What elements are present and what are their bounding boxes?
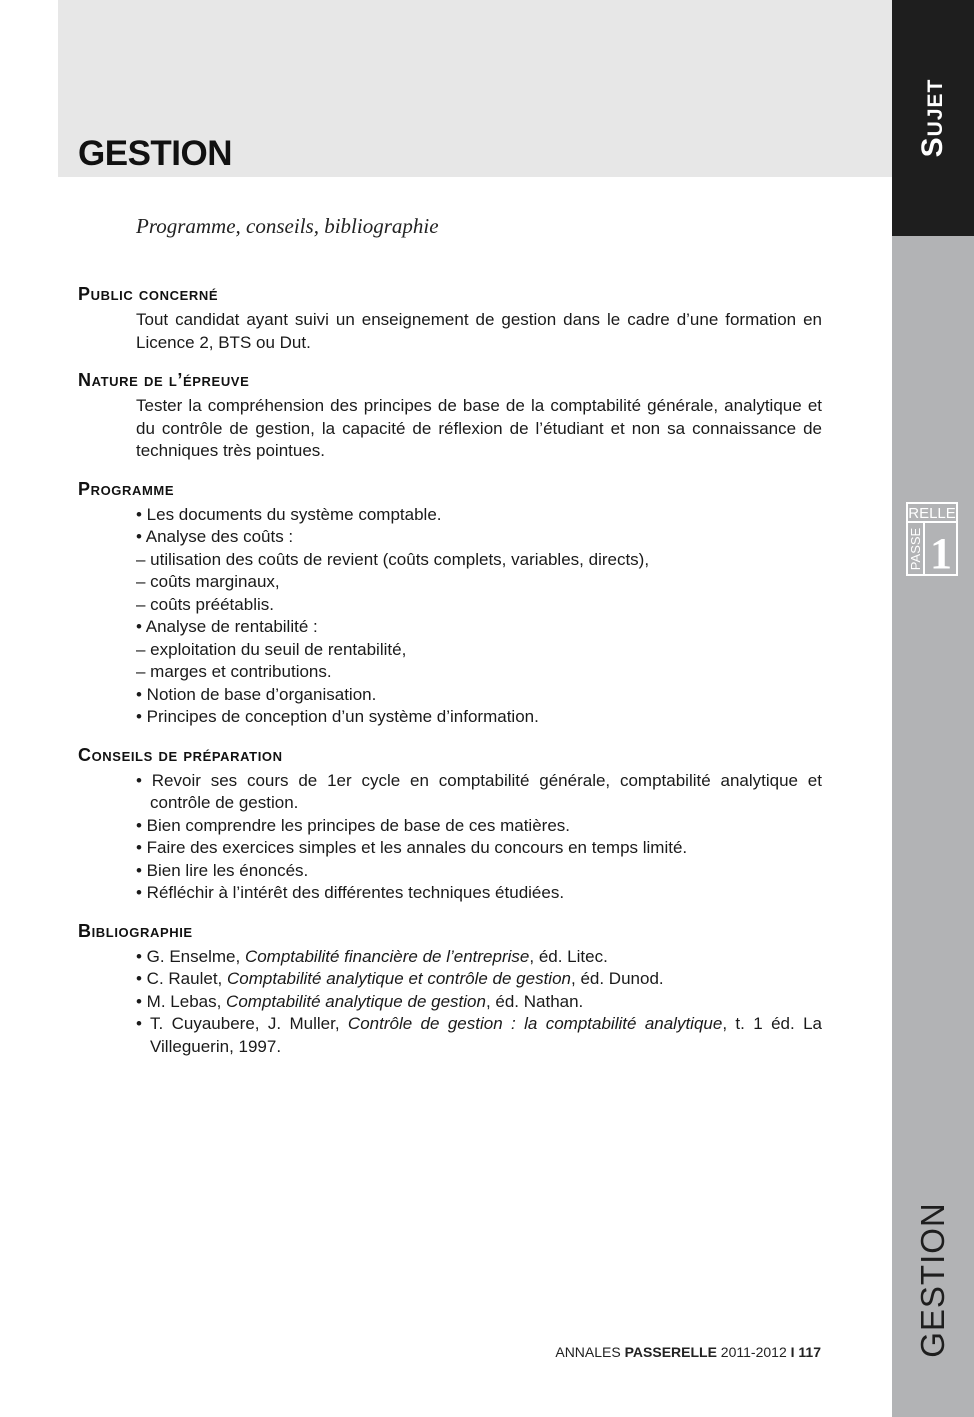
section-heading: Programme xyxy=(78,478,175,499)
list-item: • Analyse de rentabilité : xyxy=(136,617,318,636)
list-item: • M. Lebas, Comptabilité analytique de gestion, éd. Nathan. xyxy=(136,991,584,1011)
list-item: – marges et contributions. xyxy=(136,662,332,681)
section-heading: Bibliographie xyxy=(78,920,193,941)
footer-separator: I xyxy=(790,1344,795,1360)
section-heading: Nature de l’épreuve xyxy=(78,370,250,390)
conseils-list xyxy=(136,770,822,905)
section-body: Tout candidat ayant suivi un enseignement de gestion dans le cadre d’une formation en Licence 2, BTS ou Dut. xyxy=(136,310,822,352)
programme-list xyxy=(136,504,822,729)
list-item: • Principes de conception d’un système d’information. xyxy=(136,707,539,726)
bibliographie-list xyxy=(136,946,822,1059)
logo-side-text: PASSE xyxy=(908,527,923,571)
book-title: Comptabilité analytique et contrôle de gestion xyxy=(227,969,571,988)
list-item: • Réfléchir à l’intérêt des différentes techniques étudiées. xyxy=(136,883,565,902)
footer-brand: PASSERELLE xyxy=(624,1344,717,1360)
list-item: • Bien lire les énoncés. xyxy=(136,860,309,880)
list-item: – coûts marginaux, xyxy=(136,572,280,591)
subtitle: Programme, conseils, bibliographie xyxy=(136,214,439,238)
content xyxy=(78,284,822,1058)
page-title: GESTION xyxy=(78,134,233,173)
section-public xyxy=(78,284,822,354)
list-item: – coûts préétablis. xyxy=(136,594,274,614)
list-item: • Analyse des coûts : xyxy=(136,527,294,546)
list-item: • Les documents du système comptable. xyxy=(136,504,442,524)
section-conseils xyxy=(78,745,822,905)
list-item: • Bien comprendre les principes de base de ces matières. xyxy=(136,815,571,835)
section-body: Tester la compréhension des principes de base de la comptabilité générale, analytique et du contrôle de gestion, la capacité de réflexion de l’étudiant et non sa connaissance de techniques très pointues. xyxy=(136,396,822,460)
list-item: • G. Enselme, Comptabilité financière de l’entreprise, éd. Litec. xyxy=(136,946,608,966)
section-heading: Conseils de préparation xyxy=(78,744,283,765)
list-item: – exploitation du seuil de rentabilité, xyxy=(136,639,407,659)
section-bibliographie xyxy=(78,921,822,1059)
section-nature xyxy=(78,370,822,463)
side-tab xyxy=(892,0,974,1417)
section-programme xyxy=(78,479,822,729)
list-item: • T. Cuyaubere, J. Muller, Contrôle de gestion : la comptabilité analytique, t. 1 éd. La Villeguerin, 1997. xyxy=(136,1014,822,1056)
passerelle-logo-icon xyxy=(906,502,958,576)
book-title: Comptabilité financière de l’entreprise xyxy=(244,946,530,966)
logo-top-text: RELLE xyxy=(908,505,956,522)
book-title: Comptabilité analytique de gestion xyxy=(226,991,486,1011)
list-item: • C. Raulet, Comptabilité analytique et contrôle de gestion, éd. Dunod. xyxy=(136,969,664,988)
footer-years: 2011-2012 xyxy=(716,1344,791,1360)
footer-prefix: ANNALES xyxy=(555,1344,625,1360)
logo-number: 1 xyxy=(930,529,952,576)
list-item: • Faire des exercices simples et les annales du concours en temps limité. xyxy=(136,838,688,857)
list-item: • Notion de base d’organisation. xyxy=(136,684,377,704)
gestion-vertical-label: GESTION xyxy=(914,1202,951,1358)
section-heading: Public concerné xyxy=(78,284,219,304)
list-item: – utilisation des coûts de revient (coûts complets, variables, directs), xyxy=(136,549,650,569)
book-title: Contrôle de gestion : la comptabilité analytique xyxy=(347,1014,723,1033)
side-tab-top xyxy=(892,0,974,236)
page-footer xyxy=(555,1344,821,1360)
page-number: 117 xyxy=(798,1344,821,1360)
list-item: • Revoir ses cours de 1er cycle en comptabilité générale, comptabilité analytique et contrôle de gestion. xyxy=(136,770,822,812)
sujet-label: Sujet xyxy=(916,78,949,158)
